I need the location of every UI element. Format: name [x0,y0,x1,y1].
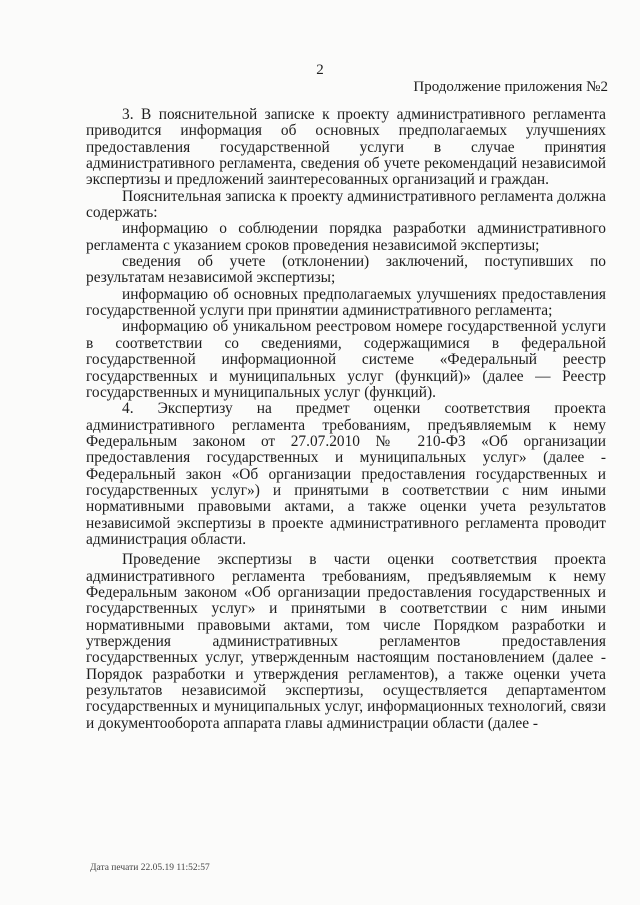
paragraph-4-expertise: 4. Экспертизу на предмет оценки соответствия проекта административного регламента требованиям, предъявляемым к нему Федеральным законом от 27.07.2010 № 210-ФЗ «Об организации предоставления государственных и муниципальных услуг» (далее - Федеральный закон «Об организации предоставления государственных и государственных услуг») и принятыми в соответствии с ним иными нормативными правовыми актами, а также оценки учета результатов независимой экспертизы в проекте административного регламента проводит администрация области. [86,400,606,548]
list-item-registry-number: информацию об уникальном реестровом номере государственной услуги в соответствии со сведениями, содержащимися в федеральной государственной информационной системе «Федеральный реестр государственных и муниципальных услуг (функций)» (далее — Реестр государственных и муниципальных услуг (функций). [86,318,606,401]
continuation-label: Продолжение приложения №2 [413,79,608,95]
paragraph-3-explanatory-note: 3. В пояснительной записке к проекту административного регламента приводится информация об основных предполагаемых улучшениях предоставления государственной услуги в случае принятия административного регламента, сведения об учете рекомендаций независимой экспертизы и предложений заинтересованных организаций и граждан. [86,106,606,189]
page-number: 2 [316,62,324,78]
document-body [86,107,606,732]
paragraph-expertise-conduct: Проведение экспертизы в части оценки соответствия проекта административного регламента требованиям, предъявляемым к нему Федеральным законом «Об организации предоставления государственных и государственных услуг» и принятыми в соответствии с ним иными нормативными правовыми актами, том числе Порядком разработки и утверждения административных регламентов предоставления государственных услуг, утвержденным настоящим постановлением (далее - Порядок разработки и утверждения регламентов), а также оценки учета результатов независимой экспертизы, осуществляется департаментом государственных и муниципальных услуг, информационных технологий, связи и документооборота аппарата главы администрации области (далее - [86,551,606,732]
list-item-conclusions-accounting: сведения об учете (отклонении) заключений, поступивших по результатам независимой экспертизы; [86,253,606,287]
print-date: Дата печати 22.05.19 11:52:57 [90,863,210,873]
list-item-procedure-compliance: информацию о соблюдении порядка разработки административного регламента с указанием сроков проведения независимой экспертизы; [86,220,606,254]
paragraph-note-contents: Пояснительная записка к проекту административного регламента должна содержать: [86,187,606,222]
list-item-expected-improvements: информацию об основных предполагаемых улучшениях предоставления государственной услуги при принятии административного регламента; [86,285,606,320]
